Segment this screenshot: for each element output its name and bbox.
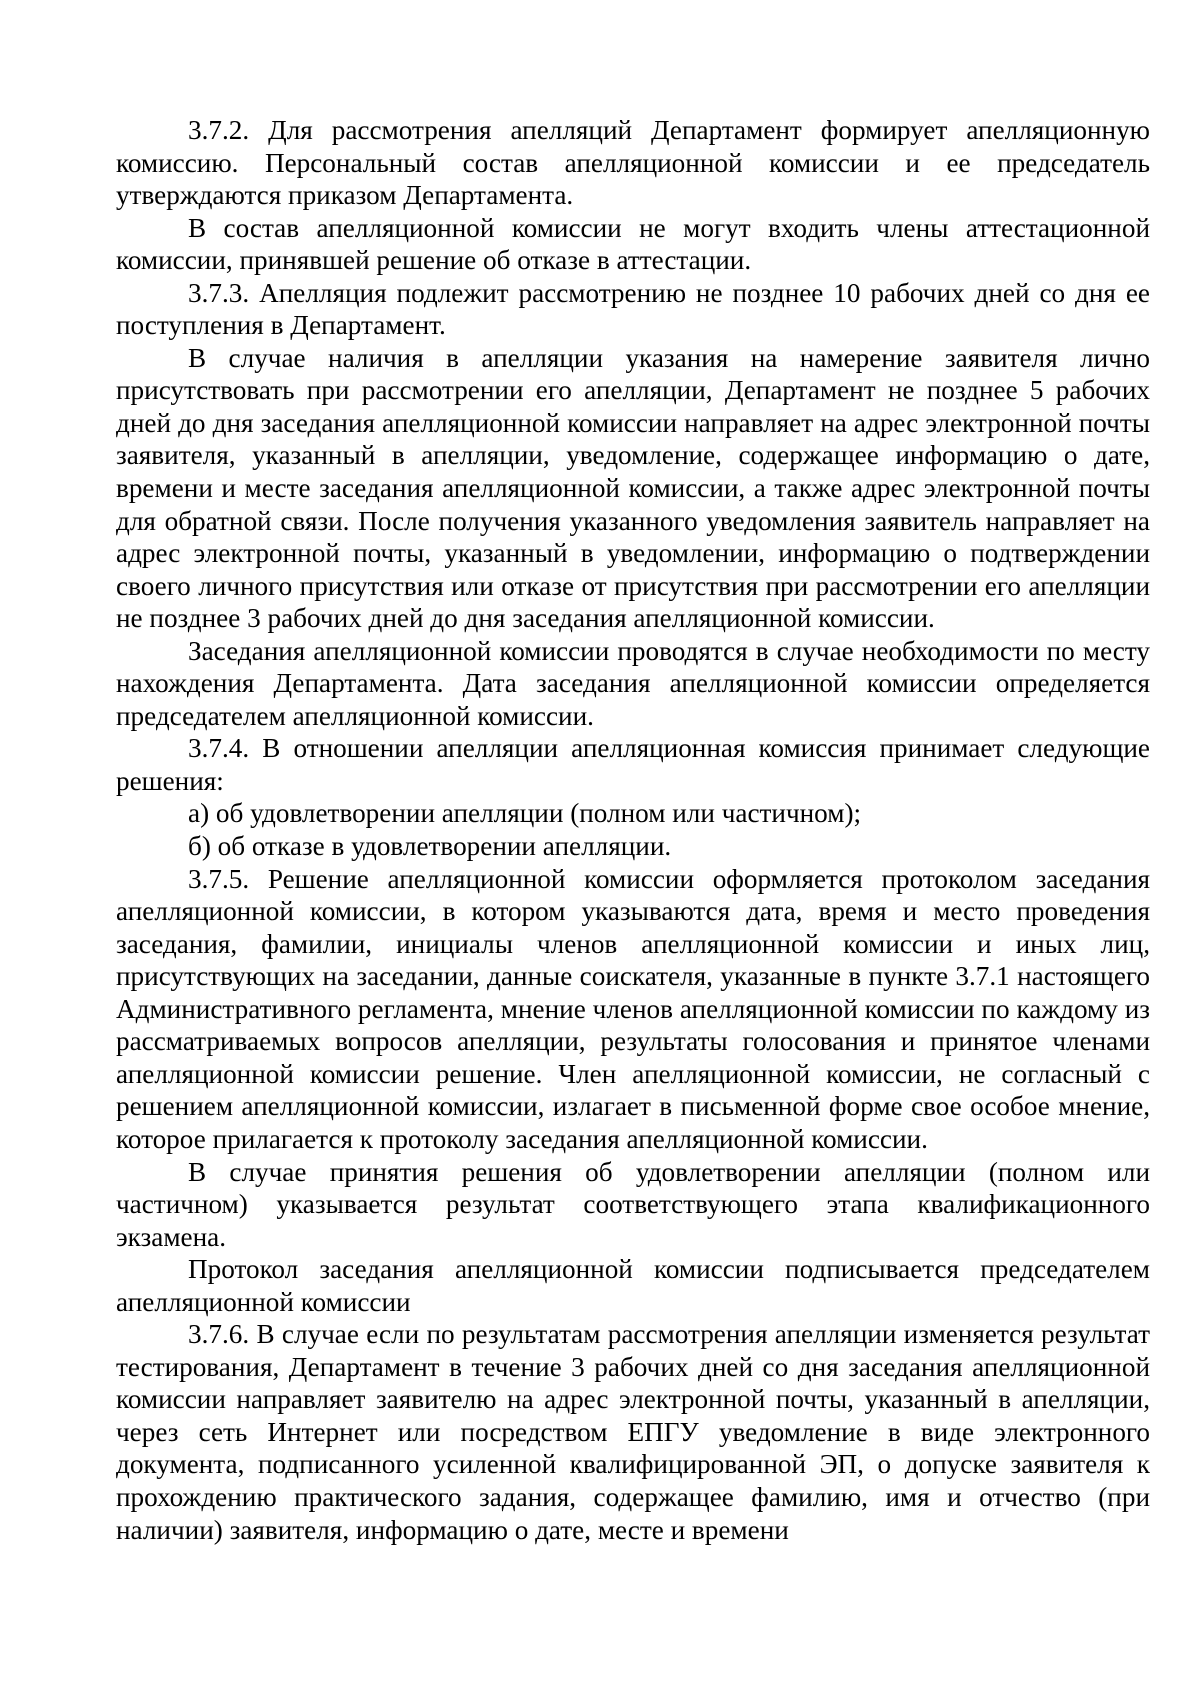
paragraph-commission-composition: В состав апелляционной комиссии не могут входить члены аттестационной комиссии, принявшей решение об отказе в аттестации. [116,212,1150,276]
list-item-b: б) об отказе в удовлетворении апелляции. [188,831,672,862]
paragraph-3-7-3: 3.7.3. Апелляция подлежит рассмотрению не позднее 10 рабочих дней со дня ее поступления в Департамент. [116,277,1150,341]
paragraph-3-7-6: 3.7.6. В случае если по результатам рассмотрения апелляции изменяется результат тестирования, Департамент в течение 3 рабочих дней со дня заседания апелляционной комиссии направляет заявителю на адрес электронной почты, указанный в апелляции, через сеть Интернет или посредством ЕПГУ уведомление в виде электронного документа, подписанного усиленной квалифицированной ЭП, о допуске заявителя к прохождению практического задания, содержащее фамилию, имя и отчество (при наличии) заявителя, информацию о дате, месте и времени [116,1319,1150,1545]
paragraph-3-7-2: 3.7.2. Для рассмотрения апелляций Департамент формирует апелляционную комиссию. Персональный состав апелляционной комиссии и ее председатель утверждаются приказом Департамента. [116,115,1150,211]
document-page [116,114,1150,1546]
paragraph-appeal-satisfied: В случае принятия решения об удовлетворении апелляции (полном или частичном) указывается результат соответствующего этапа квалификационного экзамена. [116,1156,1150,1252]
paragraph-protocol-signed: Протокол заседания апелляционной комиссии подписывается председателем апелляционной комиссии [116,1254,1150,1317]
paragraph-meeting-location: Заседания апелляционной комиссии проводятся в случае необходимости по месту нахождения Департамента. Дата заседания апелляционной комиссии определяется председателем апелляционной комиссии. [116,635,1150,731]
paragraph-3-7-5: 3.7.5. Решение апелляционной комиссии оформляется протоколом заседания апелляционной комиссии, в котором указываются дата, время и место проведения заседания, фамилии, инициалы членов апелляционной комиссии и иных лиц, присутствующих на заседании, данные соискателя, указанные в пункте 3.7.1 настоящего Административного регламента, мнение членов апелляционной комиссии по каждому из рассматриваемых вопросов апелляции, результаты голосования и принятое членами апелляционной комиссии решение. Член апелляционной комиссии, не согласный с решением апелляционной комиссии, излагает в письменной форме свое особое мнение, которое прилагается к протоколу заседания апелляционной комиссии. [116,863,1150,1154]
list-item-a: а) об удовлетворении апелляции (полном или частичном); [188,798,862,829]
paragraph-3-7-4: 3.7.4. В отношении апелляции апелляционная комиссия принимает следующие решения: [116,733,1150,796]
paragraph-personal-presence: В случае наличия в апелляции указания на намерение заявителя лично присутствовать при рассмотрении его апелляции, Департамент не позднее 5 рабочих дней до дня заседания апелляционной комиссии направляет на адрес электронной почты заявителя, указанный в апелляции, уведомление, содержащее информацию о дате, времени и месте заседания апелляционной комиссии, а также адрес электронной почты для обратной связи. После получения указанного уведомления заявитель направляет на адрес электронной почты, указанный в уведомлении, информацию о подтверждении своего личного присутствия или отказе от присутствия при рассмотрении его апелляции не позднее 3 рабочих дней до дня заседания апелляционной комиссии. [116,342,1150,634]
